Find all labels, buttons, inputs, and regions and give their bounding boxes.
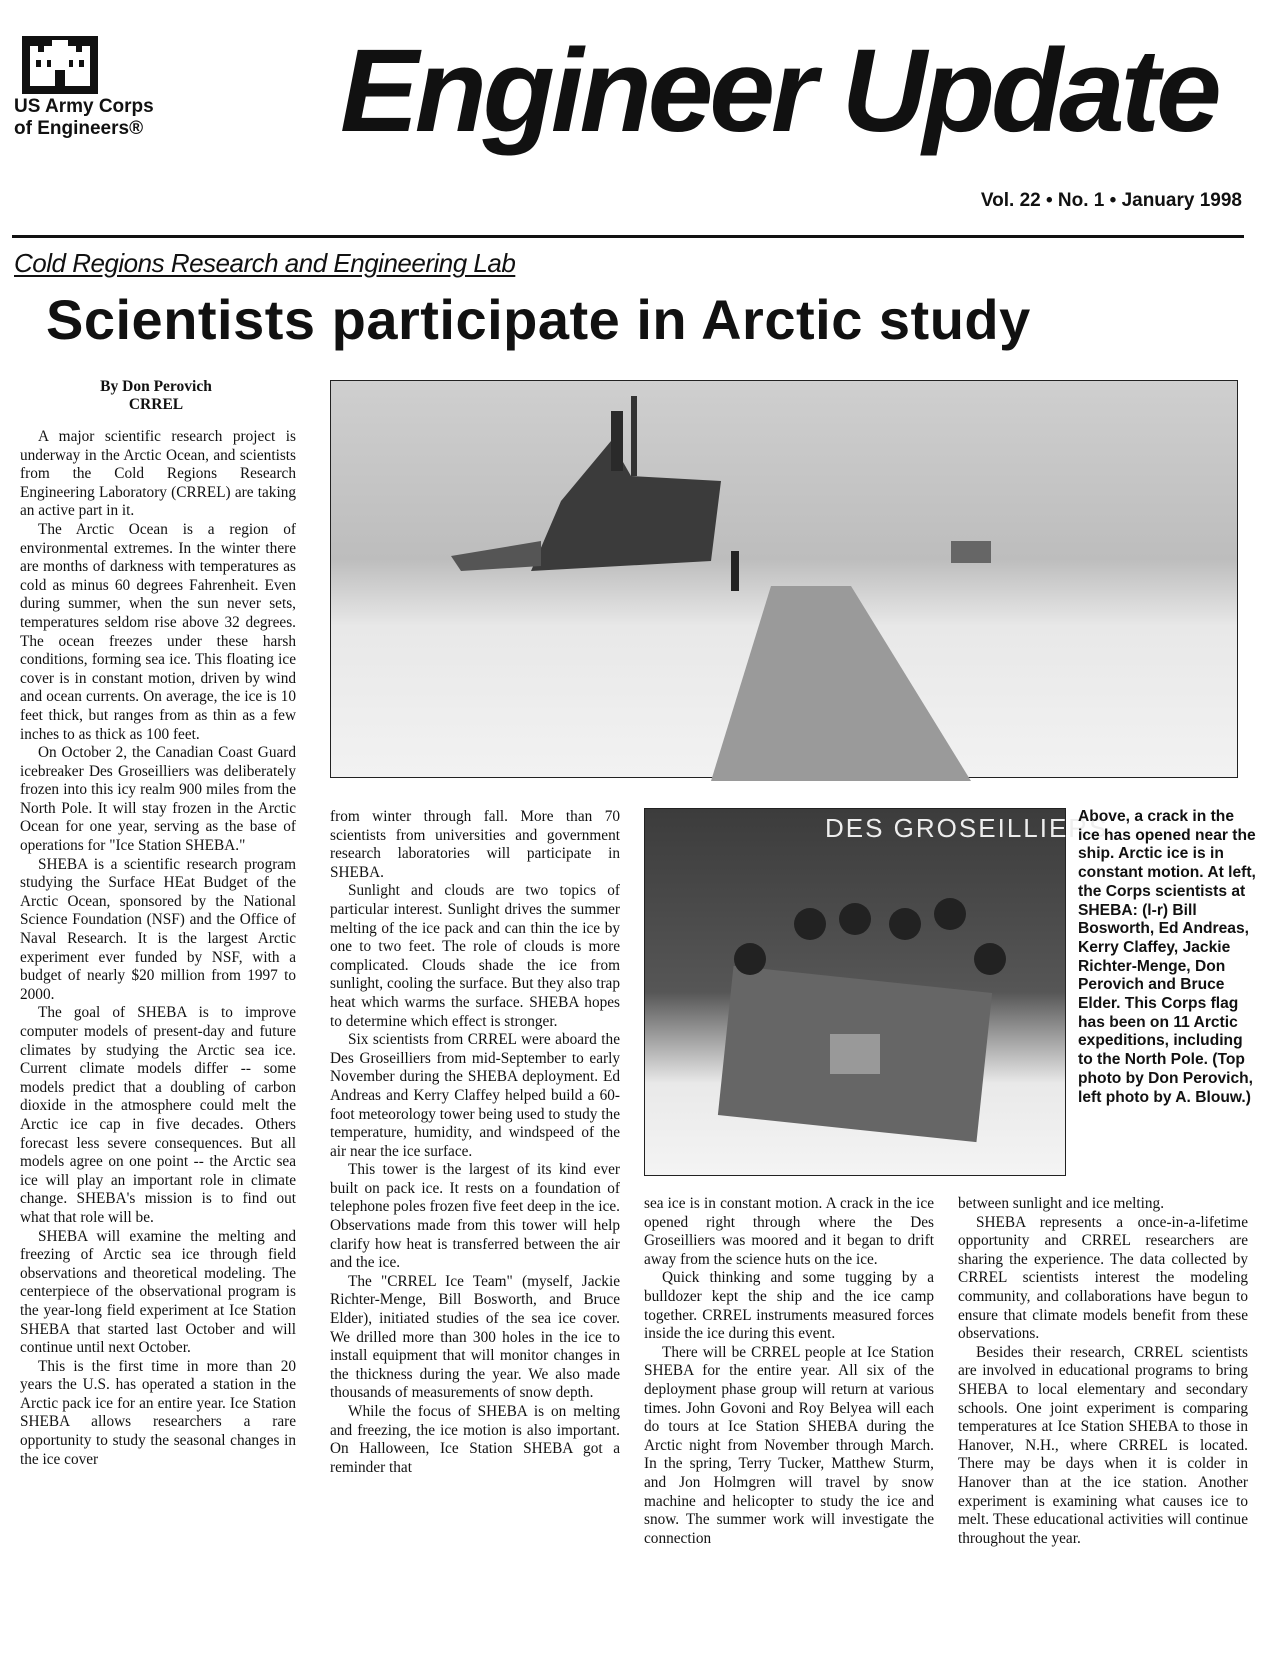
org-line-1: US Army Corps — [14, 96, 154, 117]
paragraph: The goal of SHEBA is to improve computer models of present-day and future climates by studying the Arctic sea ice. Current climate models differ -- some models predict that a doubling of carbon dioxide in the atmosphere could melt the Arctic ice cap in five decades. Others forecast less severe consequences. But all models agree on one point -- the Arctic sea ice will play an important role in climate change. SHEBA's mission is to find out what that role will be. — [20, 1004, 296, 1226]
paragraph: between sunlight and ice melting. — [958, 1195, 1165, 1212]
castle-logo — [22, 36, 98, 94]
paragraph: On October 2, the Canadian Coast Guard icebreaker Des Groseilliers was deliberately frozen into this icy realm 900 miles from the North Pole. It will stay frozen in the Arctic Ocean for one year, serving as the base of operations for "Ice Station SHEBA." — [20, 744, 296, 855]
article-column-4 — [958, 1195, 1248, 1548]
icebreaker-photo-image — [331, 381, 1237, 777]
photo-caption: Above, a crack in the ice has opened near the ship. Arctic ice is in constant motion. At left, the Corps scientists at SHEBA: (l-r) Bill Bosworth, Ed Andreas, Kerry Claffey, Jackie Richter-Menge, Don Perovich and Bruce Elder. This Corps flag has been on 11 Arctic expeditions, including to the North Pole. (Top photo by Don Perovich, left photo by A. Blouw.) — [1078, 808, 1256, 1106]
paragraph: The "CRREL Ice Team" (myself, Jackie Richter-Menge, Bill Bosworth, and Bruce Elder), initiated studies of the sea ice cover. We drilled more than 300 holes in the ice to install equipment that will monitor changes in the thickness during the year. We also made thousands of measurements of snow depth. — [330, 1272, 620, 1402]
article-column-1 — [20, 428, 296, 1469]
photo-icebreaker — [330, 380, 1238, 778]
paragraph: SHEBA represents a once-in-a-lifetime opportunity and CRREL researchers are sharing the experience. The data collected by CRREL scientists interest the modeling community, and collaborations have begun to ensure that climate models benefit from these observations. — [958, 1213, 1248, 1343]
team-photo-image — [645, 809, 1065, 1175]
masthead-rule — [12, 235, 1244, 238]
paragraph: Quick thinking and some tugging by a bulldozer kept the ship and the ice camp together. CRREL instruments measured forces inside the ice during this event. — [644, 1269, 934, 1343]
article-column-2 — [330, 808, 620, 1477]
paragraph: There will be CRREL people at Ice Station SHEBA for the entire year. All six of the deployment phase group will return at various times. John Govoni and Roy Belyea will each do tours at Ice Station SHEBA during the Arctic night from November through March. In the spring, Terry Tucker, Matthew Sturm, and Jon Holmgren will travel by snow machine and helicopter to study the ice and snow. The summer work will investigate the connection — [644, 1343, 934, 1547]
paragraph: Besides their research, CRREL scientists are involved in educational programs to bring SHEBA to local elementary and secondary schools. One joint experiment is comparing temperatures at Ice Station SHEBA to those in Hanover, N.H., where CRREL is located. There may be days when it is colder in Hanover than at the ice station. Another experiment is examining what causes ice to melt. These educational activities will continue throughout the year. — [958, 1343, 1248, 1547]
paragraph: This is the first time in more than 20 years the U.S. has operated a station in the Arctic pack ice for an entire year. Ice Station SHEBA allows researchers a rare opportunity to study the seasonal changes in the ice cover — [20, 1357, 296, 1468]
volume-line: Vol. 22 • No. 1 • January 1998 — [980, 190, 1242, 211]
paragraph: Sunlight and clouds are two topics of particular interest. Sunlight drives the summer melting of the ice pack and can thin the ice by one to two feet. The role of clouds is more complicated. Clouds shade the ice from sunlight, cooling the surface. But they also trap heat which warms the surface. SHEBA hopes to determine which effect is stronger. — [330, 882, 620, 1030]
paragraph: SHEBA will examine the melting and freezing of Arctic sea ice through field observations and theoretical modeling. The centerpiece of the observational program is the year-long field experiment at Ice Station SHEBA that started last October and will continue until next October. — [20, 1227, 296, 1357]
paragraph: This tower is the largest of its kind ever built on pack ice. It rests on a foundation of telephone poles frozen five feet deep in the ice. Observations made from this tower will help clarify how heat is transferred between the air and the ice. — [330, 1161, 620, 1272]
headline: Scientists participate in Arctic study — [46, 288, 1031, 351]
paragraph: The Arctic Ocean is a region of environmental extremes. In the winter there are months of darkness with temperatures as cold as minus 60 degrees Fahrenheit. Even during summer, when the sun never sets, temperatures seldom rise above 32 degrees. The ocean freezes under these harsh conditions, forming sea ice. This floating ice cover is in constant motion, driven by wind and ocean currents. On average, the ice is 10 feet thick, but ranges from as thin as a few inches to as thick as 100 feet. — [20, 520, 296, 743]
paragraph: While the focus of SHEBA is on melting and freezing, the ice motion is also important. On Halloween, Ice Station SHEBA got a reminder that — [330, 1403, 620, 1476]
org-name — [14, 96, 154, 140]
paragraph: Six scientists from CRREL were aboard the Des Groseilliers from mid-September to early November during the SHEBA deployment. Ed Andreas and Kerry Claffey helped build a 60-foot meteorology tower being used to study the temperature, humidity, and windspeed of the air near the ice surface. — [330, 1031, 620, 1160]
byline-org: CRREL — [128, 396, 184, 413]
paragraph: SHEBA is a scientific research program studying the Surface HEat Budget of the Arctic Ocean, sponsored by the National Science Foundation (NSF) and the Office of Naval Research. It is the largest Arctic experiment ever funded by NSF, with a budget of nearly $20 million from 1997 to 2000. — [20, 855, 296, 1003]
paragraph: A major scientific research project is underway in the Arctic Ocean, and scientists from the Cold Regions Research Engineering Laboratory (CRREL) are taking an active part in it. — [20, 428, 296, 520]
paragraph: from winter through fall. More than 70 scientists from universities and government research laboratories will participate in SHEBA. — [330, 808, 620, 881]
article-column-3 — [644, 1195, 934, 1548]
org-line-2: of Engineers® — [14, 118, 144, 139]
section-kicker: Cold Regions Research and Engineering Lab — [14, 248, 516, 278]
castle-icon — [22, 36, 98, 94]
byline-name: By Don Perovich — [100, 378, 212, 395]
ship-lettering: DES GROSEILLIERS — [825, 813, 1109, 843]
paragraph: sea ice is in constant motion. A crack in the ice opened right through where the Des Groseilliers was moored and it began to drift away from the science huts on the ice. — [644, 1195, 934, 1268]
newsletter-title: Engineer Update — [340, 25, 1218, 157]
byline — [20, 378, 292, 414]
photo-team-flag — [644, 808, 1109, 1176]
